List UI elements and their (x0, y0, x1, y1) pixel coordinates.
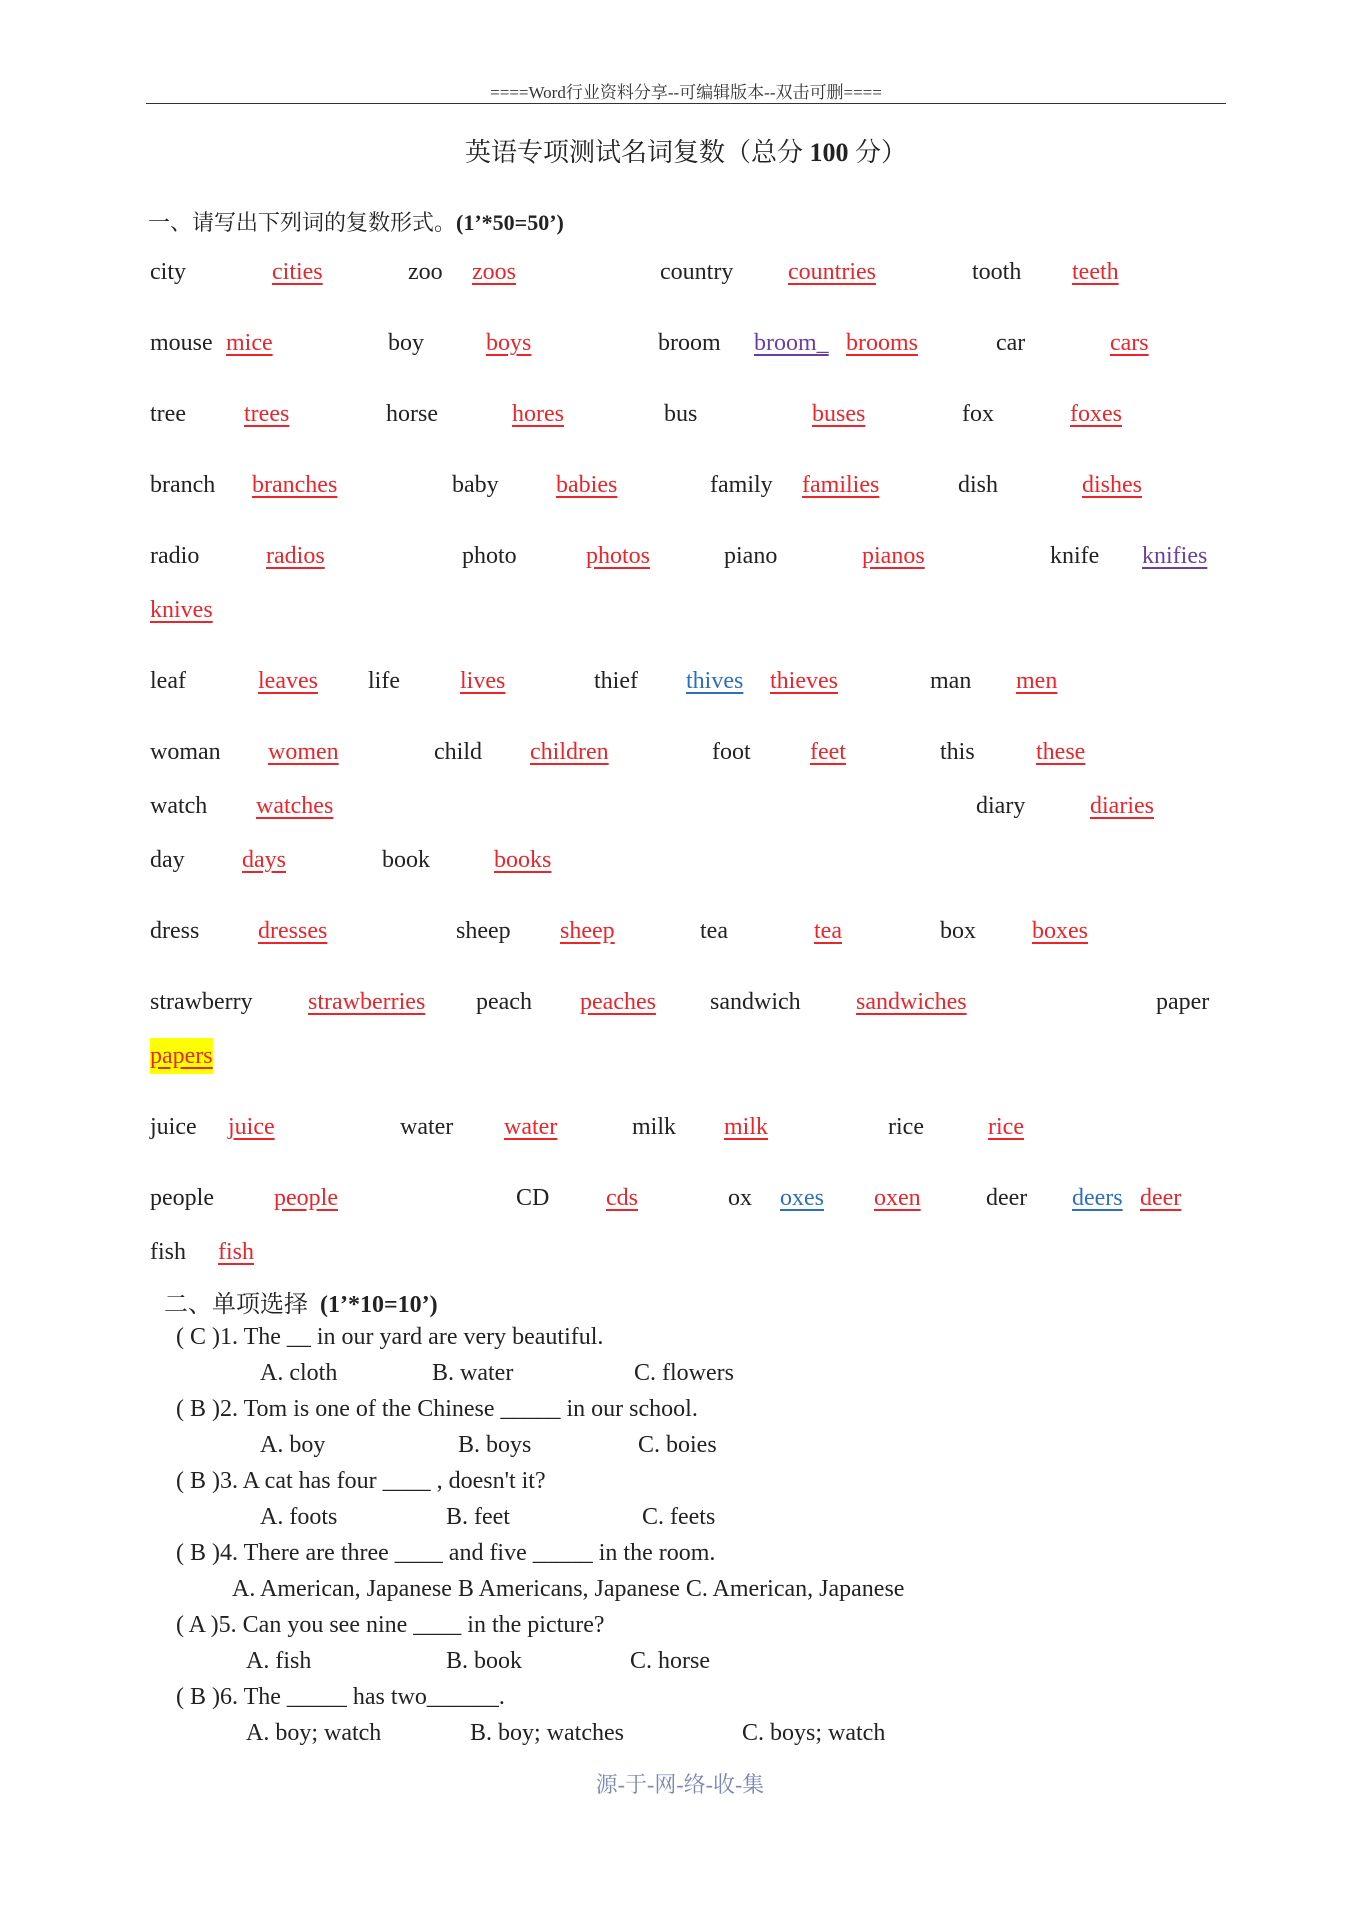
question-3 (176, 1464, 546, 1498)
plural-row-5-cont (150, 592, 1220, 628)
header-divider (146, 103, 1226, 104)
question-6 (176, 1680, 505, 1714)
question-stem: 3. A cat has four ____ , doesn't it? (220, 1468, 546, 1494)
answer: these (1036, 739, 1086, 765)
plural-row-12 (150, 1109, 1220, 1145)
option-b: B. book (446, 1648, 523, 1674)
answer: watches (256, 793, 334, 819)
answer: brooms (846, 330, 918, 356)
word: zoo (408, 259, 443, 285)
word: fox (962, 401, 994, 427)
plural-row-7 (150, 734, 1220, 770)
word: bus (664, 401, 698, 427)
word: tree (150, 401, 186, 427)
option-b: B. boys (458, 1432, 532, 1458)
word: strawberry (150, 989, 253, 1015)
answer: men (1016, 668, 1058, 694)
answer: boys (486, 330, 532, 356)
option-a: A. cloth (260, 1360, 338, 1386)
answer: countries (788, 259, 876, 285)
answer: water (504, 1114, 558, 1140)
answer: babies (556, 472, 618, 498)
answer: families (802, 472, 880, 498)
answer: diaries (1090, 793, 1154, 819)
answer: mice (226, 330, 273, 356)
answer-draft: knifies (1142, 543, 1208, 569)
word: horse (386, 401, 438, 427)
option-a: A. foots (260, 1504, 338, 1530)
answer-draft: thives (686, 668, 744, 694)
answer-choice: ( B ) (176, 1396, 220, 1422)
word: milk (632, 1114, 677, 1140)
word: tooth (972, 259, 1022, 285)
answer: juice (228, 1114, 275, 1140)
word: fish (150, 1239, 186, 1265)
plural-row-8 (150, 788, 1220, 824)
answer: lives (460, 668, 506, 694)
word: child (434, 739, 482, 765)
answer: radios (266, 543, 325, 569)
answer: children (530, 739, 609, 765)
question-5 (176, 1608, 605, 1642)
word: CD (516, 1185, 550, 1211)
word: woman (150, 739, 221, 765)
answer: books (494, 847, 552, 873)
answer-draft: broom_ (754, 330, 829, 356)
answer-draft: oxes (780, 1185, 824, 1211)
answer: sheep (560, 918, 615, 944)
plural-row-13 (150, 1180, 1220, 1216)
option-b: B. water (432, 1360, 514, 1386)
word: branch (150, 472, 216, 498)
word: thief (594, 668, 638, 694)
word: water (400, 1114, 454, 1140)
answer: people (274, 1185, 338, 1211)
question-4 (176, 1536, 715, 1570)
option-c: C. boies (638, 1432, 717, 1458)
word: piano (724, 543, 778, 569)
plural-row-11-cont (150, 1038, 1220, 1074)
word: dress (150, 918, 200, 944)
answer: teeth (1072, 259, 1119, 285)
word: family (710, 472, 773, 498)
question-2 (176, 1392, 698, 1426)
answer: photos (586, 543, 651, 569)
word: watch (150, 793, 208, 819)
answer: cities (272, 259, 323, 285)
word: foot (712, 739, 751, 765)
option-c: C. horse (630, 1648, 710, 1674)
word: photo (462, 543, 517, 569)
option-a: A. boy; watch (246, 1720, 382, 1746)
word: peach (476, 989, 532, 1015)
option-a: A. boy (260, 1432, 326, 1458)
option-a: A. fish (246, 1648, 312, 1674)
question-stem: 6. The _____ has two______. (220, 1684, 505, 1710)
word: paper (1156, 989, 1210, 1015)
word: juice (150, 1114, 197, 1140)
answer: pianos (862, 543, 925, 569)
answer-choice: ( B ) (176, 1468, 220, 1494)
answer: women (268, 739, 339, 765)
word: book (382, 847, 430, 873)
plural-row-9 (150, 842, 1220, 878)
word: car (996, 330, 1026, 356)
answer-highlighted: papers (150, 1038, 213, 1074)
answer-choice: ( B ) (176, 1684, 220, 1710)
question-stem: 4. There are three ____ and five _____ in the room. (220, 1540, 716, 1566)
word: deer (986, 1185, 1028, 1211)
word: leaf (150, 668, 186, 694)
word: diary (976, 793, 1026, 819)
question-stem: 5. Can you see nine ____ in the picture? (218, 1612, 605, 1638)
section2-heading: 二、单项选择 (1’*10=10’) (164, 1292, 438, 1318)
option-c: C. feets (642, 1504, 716, 1530)
word: box (940, 918, 976, 944)
word: broom (658, 330, 721, 356)
plural-row-2 (150, 325, 1220, 361)
plural-row-10 (150, 913, 1220, 949)
answer: tea (814, 918, 842, 944)
word: tea (700, 918, 728, 944)
plural-row-4 (150, 467, 1220, 503)
word: man (930, 668, 972, 694)
answer: buses (812, 401, 866, 427)
section1-heading: 一、请写出下列词的复数形式。(1’*50=50’) (148, 210, 564, 235)
answer: sandwiches (856, 989, 967, 1015)
answer-choice: ( C ) (176, 1324, 220, 1350)
word: rice (888, 1114, 924, 1140)
answer: deer (1140, 1185, 1182, 1211)
answer: feet (810, 739, 846, 765)
option-c: C. flowers (634, 1360, 734, 1386)
plural-row-14 (150, 1234, 1220, 1270)
answer: strawberries (308, 989, 426, 1015)
answer: dishes (1082, 472, 1142, 498)
answer: foxes (1070, 401, 1122, 427)
option-b: B. boy; watches (470, 1720, 624, 1746)
answer: rice (988, 1114, 1024, 1140)
answer: hores (512, 401, 564, 427)
document-banner: ====Word行业资料分享--可编辑版本--双击可删==== (490, 83, 882, 102)
answer: zoos (472, 259, 516, 285)
answer: branches (252, 472, 338, 498)
option-c: C. boys; watch (742, 1720, 886, 1746)
word: people (150, 1185, 214, 1211)
word: city (150, 259, 186, 285)
answer: cars (1110, 330, 1149, 356)
word: sheep (456, 918, 511, 944)
word: day (150, 847, 185, 873)
plural-row-3 (150, 396, 1220, 432)
word: mouse (150, 330, 213, 356)
word: dish (958, 472, 999, 498)
answer-draft: deers (1072, 1185, 1123, 1211)
plural-row-5 (150, 538, 1220, 574)
plural-row-1 (150, 254, 1220, 290)
answer: days (242, 847, 286, 873)
answer: leaves (258, 668, 318, 694)
plural-row-6 (150, 663, 1220, 699)
question-stem: 1. The __ in our yard are very beautiful. (220, 1324, 604, 1350)
option-b: B. feet (446, 1504, 510, 1530)
question-stem: 2. Tom is one of the Chinese _____ in our school. (220, 1396, 698, 1422)
answer: fish (218, 1239, 254, 1265)
page-footer: 源-于-网-络-收-集 (595, 1772, 765, 1797)
word: life (368, 668, 400, 694)
option-line: A. American, Japanese B Americans, Japanese C. American, Japanese (232, 1576, 905, 1602)
answer: peaches (580, 989, 656, 1015)
answer-choice: ( A ) (176, 1612, 219, 1638)
answer: cds (606, 1185, 638, 1211)
word: this (940, 739, 975, 765)
answer: thieves (770, 668, 838, 694)
answer: boxes (1032, 918, 1088, 944)
word: baby (452, 472, 499, 498)
word: sandwich (710, 989, 801, 1015)
word: radio (150, 543, 200, 569)
word: ox (728, 1185, 752, 1211)
plural-row-11 (150, 984, 1220, 1020)
word: knife (1050, 543, 1100, 569)
answer: trees (244, 401, 290, 427)
word: boy (388, 330, 424, 356)
question-1 (176, 1320, 603, 1354)
answer: milk (724, 1114, 769, 1140)
word: country (660, 259, 734, 285)
answer-choice: ( B ) (176, 1540, 220, 1566)
answer: oxen (874, 1185, 921, 1211)
answer: knives (150, 597, 213, 623)
answer: dresses (258, 918, 328, 944)
page-title: 英语专项测试名词复数（总分 100 分） (464, 138, 908, 167)
